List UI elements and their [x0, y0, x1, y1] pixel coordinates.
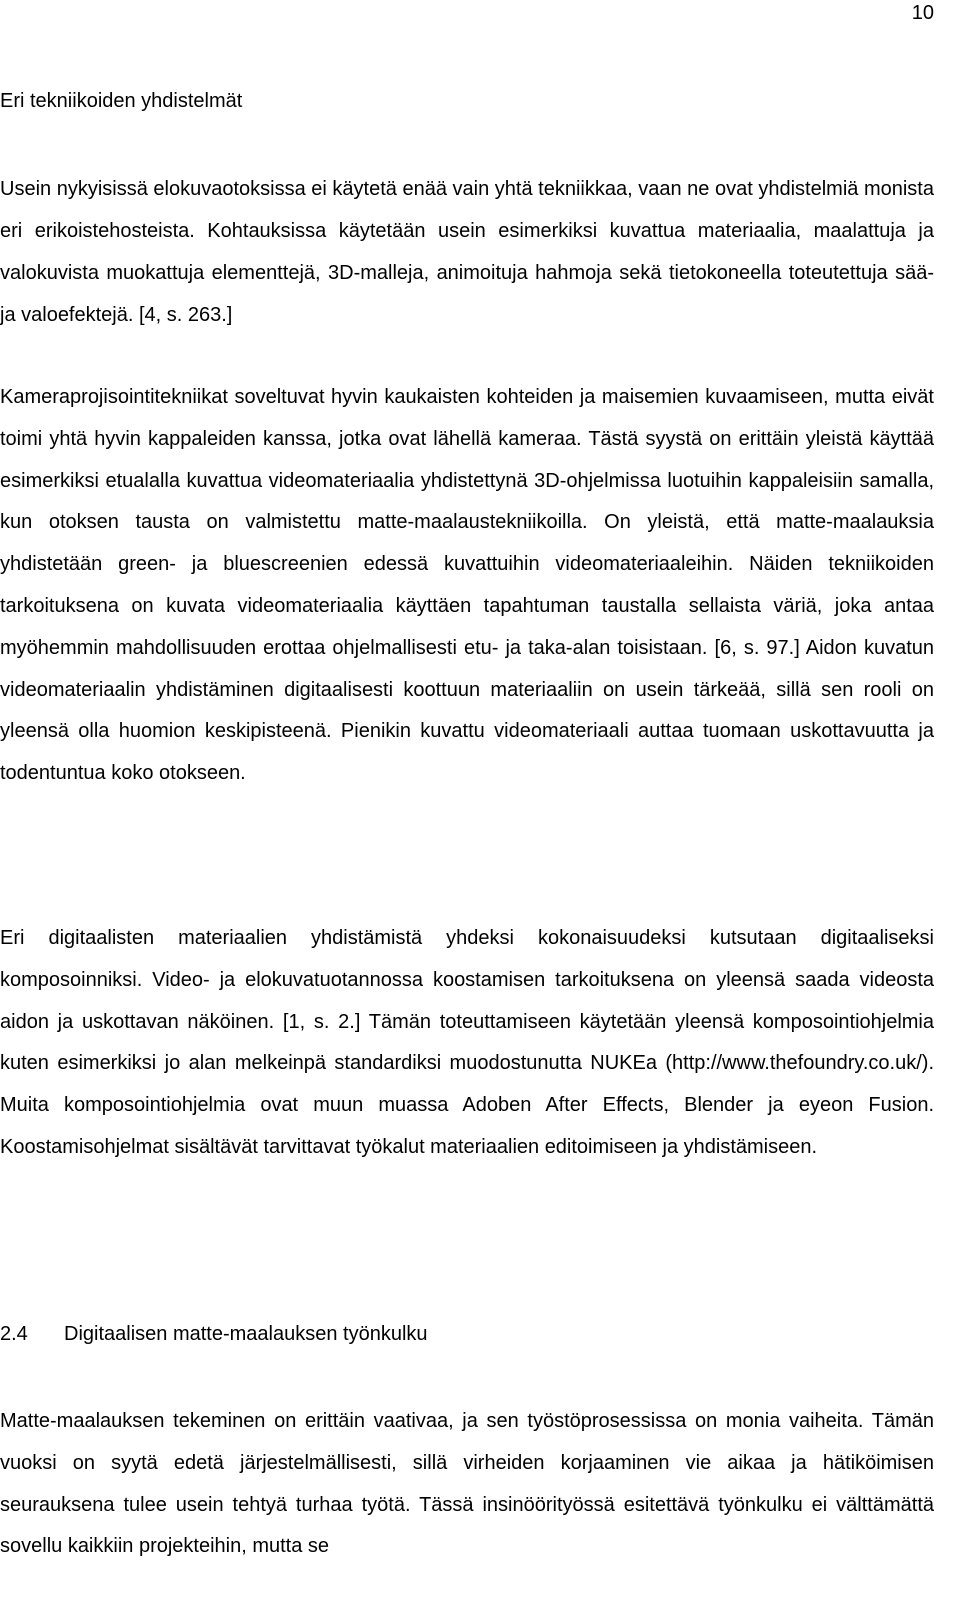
section-heading — [0, 1323, 428, 1346]
paragraph-3: Eri digitaalisten materiaalien yhdistämistä yhdeksi kokonaisuudeksi kutsutaan digitaaliseksi komposoinniksi. Video- ja elokuvatuotannossa koostamisen tarkoituksena on yleensä saada videosta aidon ja uskottavan näköinen. [1, s. 2.] Tämän toteuttamiseen käytetään yleensä komposointiohjelmia kuten esimerkiksi jo alan melkeinpä standardiksi muodostunutta NUKEa (http://www.thefoundry.co.uk/). Muita komposointiohjelmia ovat muun muassa Adoben After Effects, Blender ja eyeon Fusion. Koostamisohjelmat sisältävät tarvittavat työkalut materiaalien editoimiseen ja yhdistämiseen. — [0, 927, 934, 1158]
paragraph-2: Kameraprojisointitekniikat soveltuvat hyvin kaukaisten kohteiden ja maisemien kuvaamiseen, mutta eivät toimi yhtä hyvin kappaleiden kanssa, jotka ovat lähellä kameraa. Tästä syystä on erittäin yleistä käyttää esimerkiksi etualalla kuvattua videomateriaalia yhdistettynä 3D-ohjelmissa luotuihin kappaleisiin samalla, kun otoksen tausta on valmistettu matte-maalaustekniikoilla. On yleistä, että matte-maalauksia yhdistetään green- ja bluescreenien edessä kuvattuihin videomateriaaleihin. Näiden tekniikoiden tarkoituksena on kuvata videomateriaalia käyttäen tapahtuman taustalla sellaista väriä, joka antaa myöhemmin mahdollisuuden erottaa ohjelmallisesti etu- ja taka-alan toisistaan. [6, s. 97.] Aidon kuvatun videomateriaalin yhdistäminen digitaalisesti koottuun materiaaliin on usein tärkeää, sillä sen rooli on yleensä olla huomion keskipisteenä. Pienikin kuvattu videomateriaali auttaa tuomaan uskottavuutta ja todentuntua koko otokseen. — [0, 386, 934, 785]
paragraph-1: Usein nykyisissä elokuvaotoksissa ei käytetä enää vain yhtä tekniikkaa, vaan ne ovat yhdistelmiä monista eri erikoistehosteista. Kohtauksissa käytetään usein esimerkiksi kuvattua materiaalia, maalattuja ja valokuvista muokattuja elementtejä, 3D-malleja, animoituja hahmoja sekä tietokoneella toteutettuja sää- ja valoefektejä. [4, s. 263.] — [0, 178, 934, 326]
section-title: Digitaalisen matte-maalauksen työnkulku — [64, 1323, 428, 1345]
paragraph-4: Matte-maalauksen tekeminen on erittäin vaativaa, ja sen työstöprosessissa on monia vaiheita. Tämän vuoksi on syytä edetä järjestelmällisesti, sillä virheiden korjaaminen vie aikaa ja hätiköimisen seurauksena tulee usein tehtyä turhaa työtä. Tässä insinöörityössä esitettävä työnkulku ei välttämättä sovellu kaikkiin projekteihin, mutta se — [0, 1410, 934, 1558]
subheading: Eri tekniikoiden yhdistelmät — [0, 90, 243, 112]
section-number: 2.4 — [0, 1323, 28, 1345]
page-number: 10 — [911, 2, 934, 24]
